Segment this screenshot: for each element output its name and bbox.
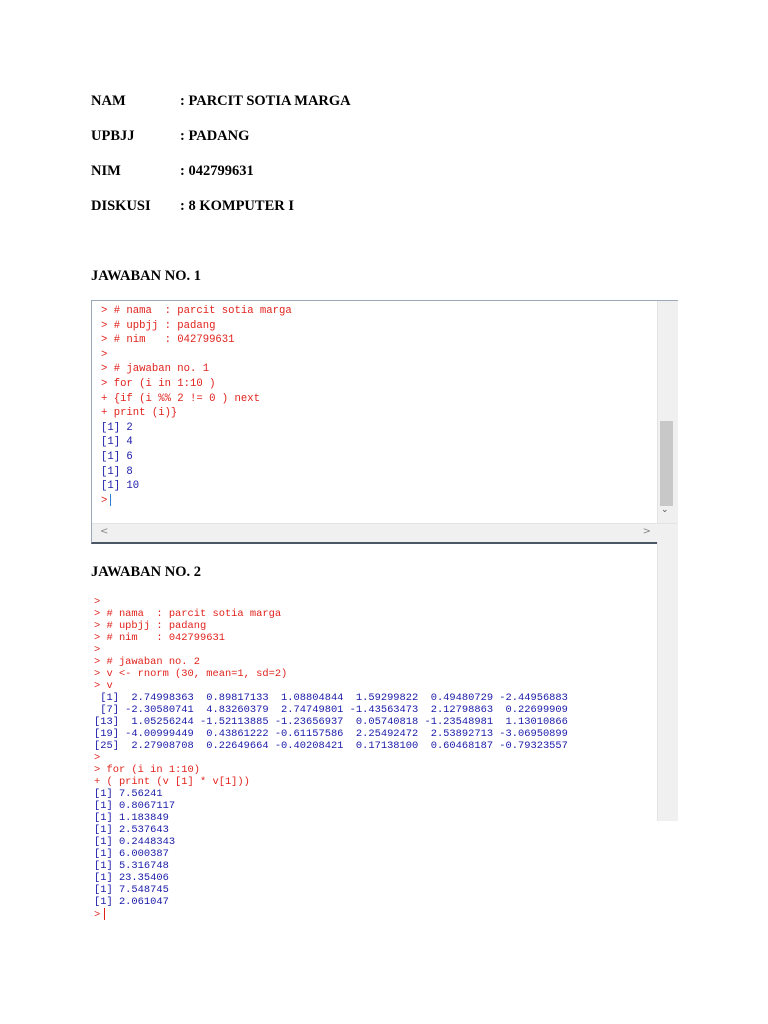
console-line: [19] -4.00999449 0.43861222 -0.61157586 2.25492472 2.53892713 -3.06950899 — [94, 728, 568, 740]
info-key: DISKUSI — [91, 198, 151, 214]
console-line: [1] 4 — [101, 436, 133, 449]
console-line: [1] 0.8067117 — [94, 800, 176, 812]
console-line: > — [94, 596, 101, 608]
console-output — [101, 304, 292, 508]
heading-jawaban-1: JAWABAN NO. 1 — [91, 268, 201, 284]
chevron-left-icon[interactable]: < — [100, 526, 109, 537]
console-line: [1] 6.000387 — [94, 848, 169, 860]
info-value: : 042799631 — [180, 163, 254, 179]
console-prompt-line[interactable] — [94, 908, 664, 921]
console-prompt: > — [101, 494, 108, 507]
console-line: > for (i in 1:10) — [94, 764, 201, 776]
console-line: [1] 6 — [101, 450, 133, 463]
console-line: [1] 2.061047 — [94, 896, 169, 908]
text-cursor — [110, 494, 111, 506]
console-line: [1] 2.537643 — [94, 824, 169, 836]
console-line: > # upbjj : padang — [101, 319, 216, 332]
console-line: > # nim : 042799631 — [101, 334, 235, 347]
heading-jawaban-2: JAWABAN NO. 2 — [91, 564, 201, 580]
info-key: NIM — [91, 163, 121, 179]
console-line: [1] 10 — [101, 480, 140, 493]
console-line: > # nama : parcit sotia marga — [101, 305, 292, 317]
chevron-down-icon[interactable]: ⌄ — [661, 505, 669, 515]
console-line: [25] 2.27908708 0.22649664 -0.40208421 0.17138100 0.60468187 -0.79323557 — [94, 740, 568, 752]
r-console-screenshot-2 — [94, 596, 664, 921]
chevron-right-icon[interactable]: > — [642, 526, 651, 537]
r-console-screenshot-1 — [91, 300, 678, 544]
console-prompt: > — [94, 908, 101, 921]
console-line: > — [101, 348, 108, 361]
console-line: > — [94, 752, 101, 764]
horizontal-scrollbar[interactable] — [92, 523, 677, 542]
console-line: [7] -2.30580741 4.83260379 2.74749801 -1.43563473 2.12798863 0.22699909 — [94, 704, 568, 716]
console-line: + ( print (v [1] * v[1])) — [94, 776, 250, 788]
console-line: [1] 1.183849 — [94, 812, 169, 824]
console-line: [1] 0.2448343 — [94, 836, 176, 848]
console-line: > # nim : 042799631 — [94, 632, 225, 644]
info-key: NAM — [91, 93, 126, 109]
info-key: UPBJJ — [91, 128, 135, 144]
console-line: > v — [94, 680, 113, 692]
console-line: > # jawaban no. 2 — [94, 656, 201, 668]
console-line: + print (i)} — [101, 407, 178, 420]
console-line: > for (i in 1:10 ) — [101, 377, 216, 390]
console-line: [13] 1.05256244 -1.52113885 -1.23656937 0.05740818 -1.23548981 1.13010866 — [94, 716, 568, 728]
info-value: : 8 KOMPUTER I — [180, 198, 294, 214]
console-line: [1] 2 — [101, 421, 133, 434]
console-line: [1] 8 — [101, 465, 133, 478]
console-line: [1] 7.56241 — [94, 788, 163, 800]
console-line: [1] 23.35406 — [94, 872, 169, 884]
console-line: [1] 2.74998363 0.89817133 1.08804844 1.59299822 0.49480729 -2.44956883 — [94, 692, 568, 704]
console-line: > # nama : parcit sotia marga — [94, 608, 282, 620]
console-prompt-line[interactable] — [101, 494, 292, 509]
console-line: > # jawaban no. 1 — [101, 363, 210, 376]
text-cursor — [104, 908, 105, 920]
info-value: : PADANG — [180, 128, 250, 144]
console-line: > v <- rnorm (30, mean=1, sd=2) — [94, 668, 288, 680]
console-line: [1] 5.316748 — [94, 860, 169, 872]
console-line: > # upbjj : padang — [94, 620, 207, 632]
console-line: > — [94, 644, 101, 656]
info-value: : PARCIT SOTIA MARGA — [180, 93, 351, 109]
scrollbar-thumb[interactable] — [660, 421, 673, 506]
console-line: [1] 7.548745 — [94, 884, 169, 896]
console-line: + {if (i %% 2 != 0 ) next — [101, 392, 260, 405]
